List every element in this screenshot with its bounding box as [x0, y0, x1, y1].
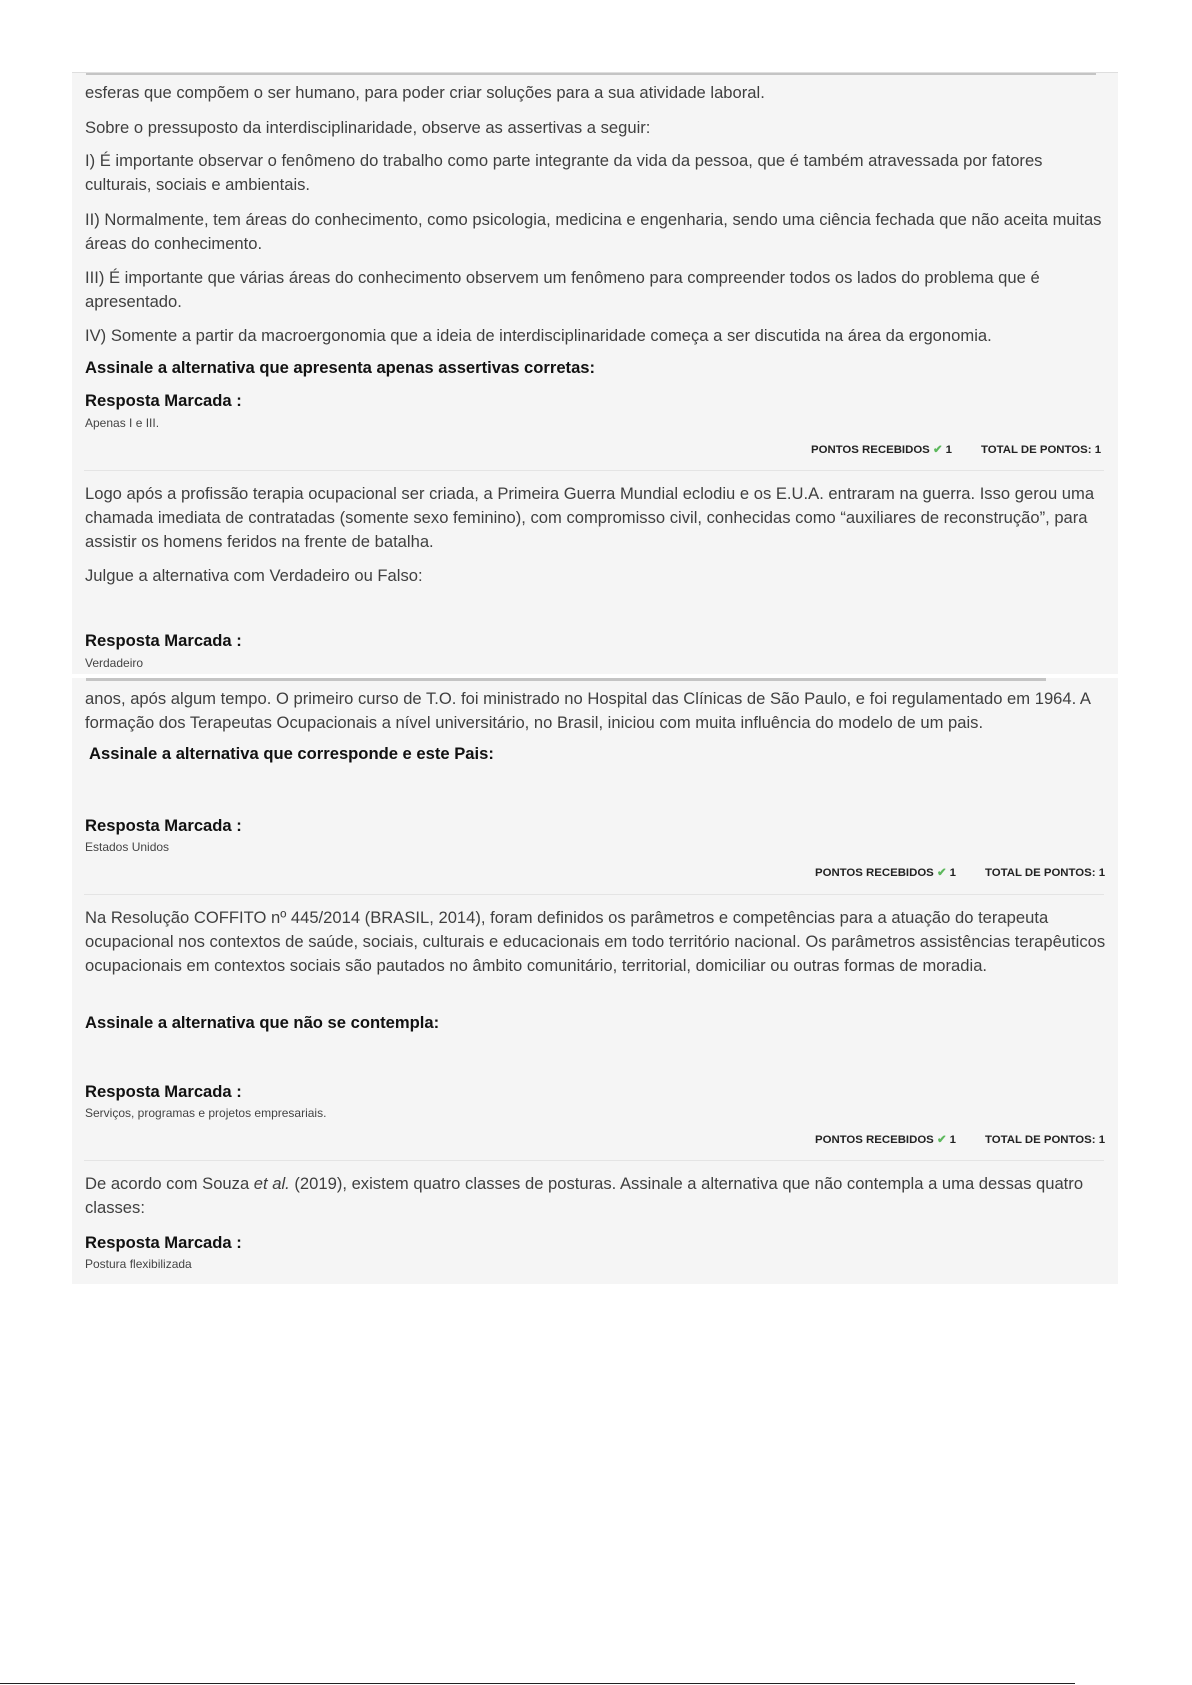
question-divider — [84, 1160, 1104, 1161]
points-received-label: PONTOS RECEBIDOS — [811, 444, 930, 456]
question-divider — [84, 894, 1104, 895]
points-received — [811, 442, 952, 458]
answer-label: Resposta Marcada : — [85, 816, 242, 835]
total-points — [985, 865, 1105, 881]
question-prompt: Assinale a alternativa que corresponde e este Pais: — [89, 744, 494, 763]
check-icon: ✔ — [932, 444, 943, 456]
total-points-label: TOTAL DE PONTOS: — [985, 1134, 1096, 1146]
points-received-label: PONTOS RECEBIDOS — [815, 1134, 934, 1146]
question-text: Na Resolução COFFITO nº 445/2014 (BRASIL, 2014), foram definidos os parâmetros e competências para a atuação do terapeuta ocupacional nos contextos de saúde, sociais, culturais e educacionais em todo território nacional. Os parâmetros assistências terapêuticos ocupacionais em contextos sociais são pautados no âmbito comunitário, territorial, domiciliar ou outras formas de moradia. — [85, 908, 1106, 975]
question-prompt: Assinale a alternativa que apresenta apenas assertivas corretas: — [85, 358, 596, 377]
answer-label: Resposta Marcada : — [85, 391, 242, 410]
total-points — [981, 442, 1101, 458]
question-text: esferas que compõem o ser humano, para poder criar soluções para a sua atividade laboral. — [85, 83, 765, 102]
total-points-value: 1 — [1098, 1134, 1106, 1146]
marked-answer: Estados Unidos — [85, 840, 170, 854]
answer-label: Resposta Marcada : — [85, 631, 242, 650]
question-text — [85, 1172, 1106, 1220]
cropped-text-line — [86, 72, 1096, 75]
marked-answer: Serviços, programas e projetos empresariais. — [85, 1106, 327, 1120]
assertion-ii: II) Normalmente, tem áreas do conhecimento, como psicologia, medicina e engenharia, sendo uma ciência fechada que não aceita muitas áreas do conhecimento. — [85, 210, 1102, 253]
check-icon: ✔ — [936, 867, 947, 879]
question-text-part: De acordo com Souza — [85, 1174, 254, 1193]
total-points-label: TOTAL DE PONTOS: — [985, 867, 1096, 879]
check-icon: ✔ — [936, 1134, 947, 1146]
assertion-iii: III) É importante que várias áreas do conhecimento observem um fenômeno para compreender todos os lados do problema que é apresentado. — [85, 268, 1040, 311]
answer-label: Resposta Marcada : — [85, 1082, 242, 1101]
total-points — [985, 1132, 1105, 1148]
question-divider — [84, 470, 1104, 471]
question-text: Logo após a profissão terapia ocupacional ser criada, a Primeira Guerra Mundial eclodiu e os E.U.A. entraram na guerra. Isso gerou uma chamada imediata de contratadas (somente sexo feminino), com compromisso civil, conhecidas como “auxiliares de reconstrução”, para assistir os homens feridos na frente de batalha. — [85, 484, 1095, 551]
question-text-part: (2019), existem quatro classes de posturas. Assinale a alternativa que não contempla a uma dessas quatro classes: — [85, 1174, 1084, 1217]
marked-answer: Postura flexibilizada — [85, 1257, 192, 1271]
quiz-panel-1 — [72, 72, 1118, 674]
marked-answer: Verdadeiro — [85, 656, 144, 670]
assertion-iv: IV) Somente a partir da macroergonomia que a ideia de interdisciplinaridade começa a ser discutida na área da ergonomia. — [85, 326, 992, 345]
question-text: Sobre o pressuposto da interdisciplinaridade, observe as assertivas a seguir: — [85, 118, 651, 137]
cropped-text-line — [86, 678, 1046, 681]
assertion-i: I) É importante observar o fenômeno do trabalho como parte integrante da vida da pessoa, que é também atravessada por fatores culturais, sociais e ambientais. — [85, 151, 1043, 194]
points-received — [815, 865, 956, 881]
quiz-panel-2 — [72, 678, 1118, 1284]
question-prompt: Assinale a alternativa que não se contempla: — [85, 1013, 440, 1032]
marked-answer: Apenas I e III. — [85, 416, 160, 430]
points-received-value: 1 — [949, 1134, 957, 1146]
points-received — [815, 1132, 956, 1148]
points-received-value: 1 — [945, 444, 953, 456]
points-received-label: PONTOS RECEBIDOS — [815, 867, 934, 879]
points-received-value: 1 — [949, 867, 957, 879]
answer-label: Resposta Marcada : — [85, 1233, 242, 1252]
question-text-italic: et al. — [253, 1174, 290, 1193]
total-points-label: TOTAL DE PONTOS: — [981, 444, 1092, 456]
total-points-value: 1 — [1094, 444, 1102, 456]
question-text: anos, após algum tempo. O primeiro curso de T.O. foi ministrado no Hospital das Clínicas de São Paulo, e foi regulamentado em 1964. A formação dos Terapeutas Ocupacionais a nível universitário, no Brasil, iniciou com muita influência do modelo de um pais. — [85, 689, 1091, 732]
question-prompt: Julgue a alternativa com Verdadeiro ou Falso: — [85, 566, 423, 585]
total-points-value: 1 — [1098, 867, 1106, 879]
footer-rule — [0, 1683, 1075, 1684]
